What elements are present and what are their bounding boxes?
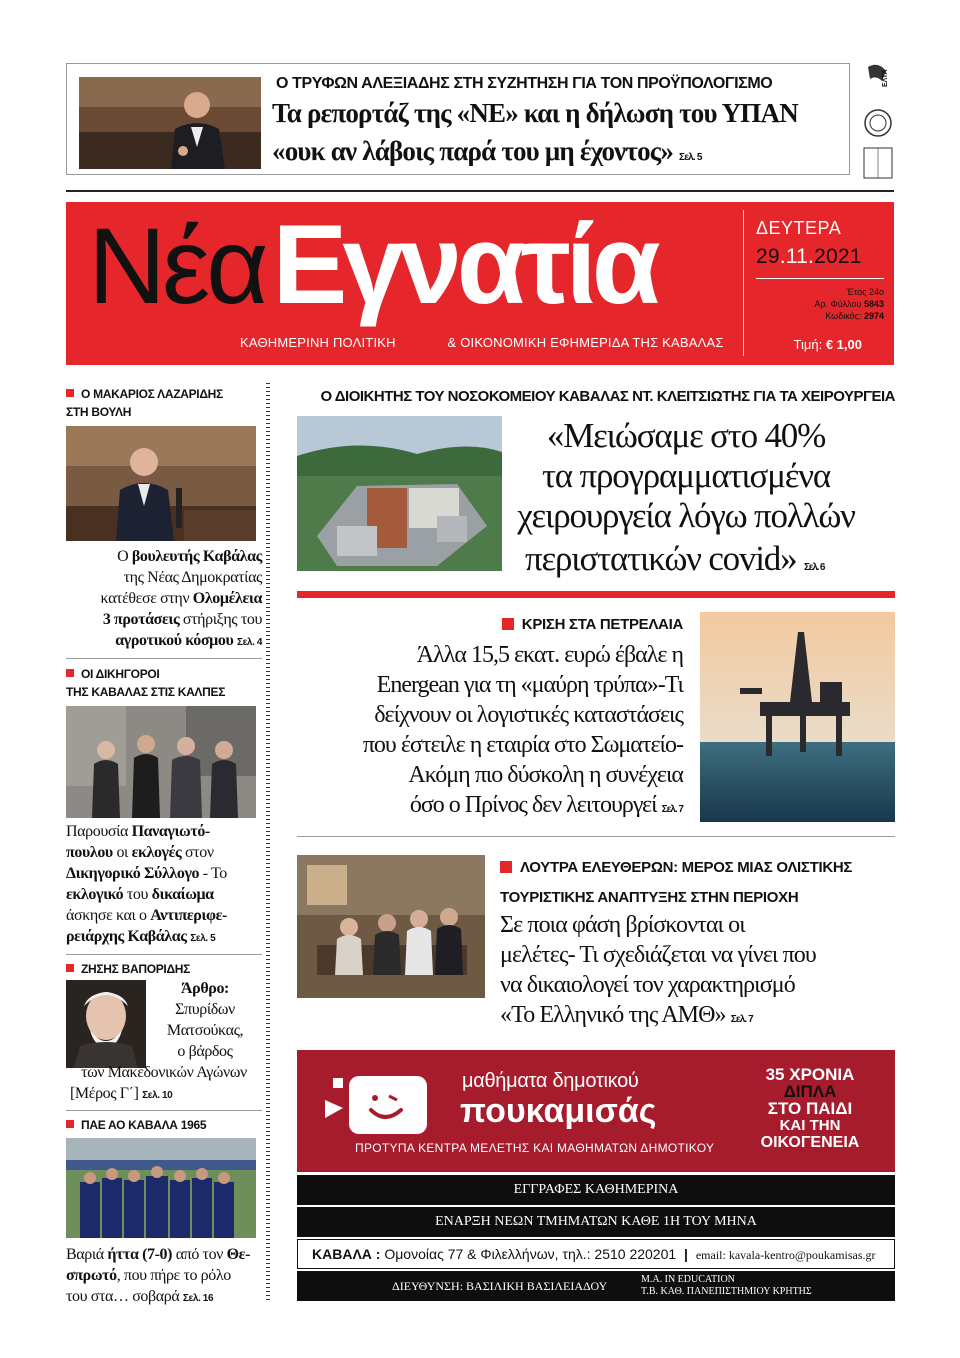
sidebar-kicker-1 — [66, 385, 262, 421]
kicker-line: Ο ΜΑΚΑΡΙΟΣ ΛΑΖΑΡΙΔΗΣ — [81, 387, 223, 401]
teaser-headline-1: Τα ρεπορτάζ της «ΝΕ» και η δήλωση του ΥΠΑΝ — [272, 98, 798, 128]
headline-line: να δικαιολογεί τον χαρακτηρισμό — [500, 972, 795, 998]
text-run: Ολομέλεια — [192, 590, 262, 607]
headline-line: Energean για τη «μαύρη τρύπα»-Τι — [376, 672, 683, 698]
text-run: 3 προτάσεις — [102, 611, 180, 628]
code-label: Κωδικός: — [825, 311, 862, 321]
page-ref: Σελ. 10 — [142, 1090, 173, 1101]
ad-logo-icon — [323, 1070, 433, 1140]
slogan-line: ΚΑΙ ΤΗΝ — [779, 1117, 841, 1134]
kicker-line: ΖΗΣΗΣ ΒΑΠΟΡΙΔΗΣ — [81, 962, 191, 976]
headline-line: χειρουργεία λόγω πολλών — [517, 496, 855, 535]
red-square-icon — [66, 389, 74, 397]
slogan-line: ΣΤΟ ΠΑΙΔΙ — [767, 1099, 853, 1118]
sidebar-text-1 — [66, 546, 262, 653]
kicker-line: ΠΑΕ ΑΟ ΚΑΒΑΛΑ 1965 — [81, 1118, 207, 1132]
price-row — [756, 337, 862, 352]
sidebar-text-3 — [150, 978, 260, 1062]
sidebar-rule — [66, 658, 262, 659]
headline-line: δείχνουν οι λογιστικές καταστάσεις — [374, 702, 683, 728]
ad-tagline: ΠΡΟΤΥΠΑ ΚΕΝΤΡΑ ΜΕΛΕΤΗΣ ΚΑΙ ΜΑΘΗΜΑΤΩΝ ΔΗΜΟΤΙΚΟΥ — [355, 1141, 715, 1155]
subtitle-right: & ΟΙΚΟΝΟΜΙΚΗ ΕΦΗΜΕΡΙΔΑ ΤΗΣ ΚΑΒΑΛΑΣ — [447, 335, 724, 350]
sidebar-rule — [66, 1110, 262, 1111]
text-run: Ο — [117, 548, 132, 565]
text-run: κατέθεσε στην — [100, 590, 193, 607]
headline-line: Ακόμη πιο δύσκολη η συνέχεια — [408, 762, 683, 788]
sidebar-kicker-4 — [66, 1116, 262, 1134]
elta-logo-icon — [862, 63, 894, 181]
story3-headline — [500, 910, 895, 1035]
issue-value: 5843 — [863, 299, 884, 309]
text-run: Σπυρίδων — [175, 1001, 235, 1018]
text-run: πουλου — [66, 844, 113, 861]
date-sep: . — [808, 245, 815, 268]
sidebar-text-3b — [66, 1062, 262, 1106]
page-ref: Σελ. 6 — [803, 562, 825, 573]
text-run: Άρθρο: — [181, 980, 229, 997]
text-run: σπρωτό — [66, 1267, 117, 1284]
masthead-date — [756, 245, 862, 269]
lead-headline-last — [525, 539, 824, 588]
kicker-line: ΟΙ ΔΙΚΗΓΟΡΟΙ — [81, 667, 160, 681]
degree-line: Τ.Β. ΚΑΘ. ΠΑΝΕΠΙΣΤΗΜΙΟΥ ΚΡΗΤΗΣ — [641, 1286, 812, 1297]
photo-oil-platform[interactable] — [700, 612, 895, 822]
masthead-title-bold: Εγνατία — [272, 202, 656, 327]
text-run: Βαριά — [66, 1246, 108, 1263]
photo-football-team[interactable] — [66, 1138, 256, 1238]
red-square-icon — [66, 964, 74, 972]
director-text: ΔΙΕΥΘΥΝΣΗ: ΒΑΣΙΛΙΚΗ ΒΑΣΙΛΕΙΑΔΟΥ — [392, 1279, 608, 1293]
slogan-line: 35 ΧΡΟΝΙΑ — [765, 1065, 855, 1084]
bar-text: ΕΓΓΡΑΦΕΣ ΚΑΘΗΜΕΡΙΝΑ — [513, 1182, 679, 1197]
text-run: αγροτικού κόσμου — [115, 632, 234, 649]
text-run: [Μέρος Γ΄] — [70, 1085, 139, 1102]
page-ref: Σελ. 5 — [190, 933, 216, 944]
slogan-line: ΟΙΚΟΓΕΝΕΙΑ — [760, 1134, 860, 1151]
sidebar-kicker-3 — [66, 960, 262, 978]
ad-brand: πουκαμισάς — [460, 1092, 657, 1130]
kicker-line: ΣΤΗ ΒΟΥΛΗ — [66, 405, 132, 419]
text-run: εκλογές — [131, 844, 182, 861]
red-square-icon — [66, 669, 74, 677]
teaser-kicker: Ο ΤΡΥΦΩΝ ΑΛΕΞΙΑΔΗΣ ΣΤΗ ΣΥΖΗΤΗΣΗ ΓΙΑ ΤΟΝ ΠΡΟΫΠΟΛΟΓΙΣΜΟ — [276, 75, 773, 92]
text-run: , που πήρε το ρόλο — [116, 1267, 231, 1284]
date-year: 2021 — [814, 245, 862, 268]
story2-headline — [297, 640, 683, 825]
sidebar-divider — [266, 383, 270, 1303]
contact-city: ΚΑΒΑΛΑ : — [312, 1246, 381, 1262]
text-run: δικαίωμα — [151, 886, 214, 903]
text-run: βουλευτής Καβάλας — [131, 548, 262, 565]
text-run: στον — [181, 844, 214, 861]
text-run: του στα… σοβαρά — [66, 1288, 180, 1305]
kicker-text: ΤΟΥΡΙΣΤΙΚΗΣ ΑΝΑΠΤΥΞΗΣ ΣΤΗΝ ΠΕΡΙΟΧΗ — [500, 889, 799, 906]
text-run: - Το — [199, 865, 227, 882]
page-ref: Σελ. 7 — [661, 804, 683, 815]
masthead-divider — [743, 210, 744, 356]
photo-meeting[interactable] — [297, 855, 485, 998]
teaser-photo — [79, 77, 261, 169]
text-run: εκλογικό — [66, 886, 124, 903]
red-square-icon — [502, 618, 514, 630]
story2-kicker — [297, 616, 683, 633]
headline-line: τα προγραμματισμένα — [541, 456, 831, 495]
red-square-icon — [500, 861, 512, 873]
headline-line: περιστατικών covid» — [525, 539, 797, 578]
story3-kicker — [500, 853, 895, 913]
masthead-title-thin: Νέα — [88, 205, 265, 326]
headline-line: «Το Ελληνικό της ΑΜΘ» — [500, 1002, 726, 1028]
teaser-page-ref: Σελ. 5 — [679, 152, 702, 163]
headline-line: Άλλα 15,5 εκατ. ευρώ έβαλε η — [416, 642, 683, 668]
page-ref: Σελ. 16 — [182, 1293, 214, 1304]
photo-vaporidis[interactable] — [66, 980, 146, 1068]
text-run: άσκησε και ο — [66, 907, 151, 924]
date-month: 11 — [785, 245, 809, 268]
ad-bar-enrollment — [297, 1175, 895, 1205]
masthead-meta — [756, 286, 884, 322]
lead-rule — [297, 591, 895, 598]
text-run: ο βάρδος — [177, 1043, 233, 1060]
text-run: της Νέας Δημοκρατίας — [123, 569, 262, 586]
post-stamp-block — [862, 63, 894, 181]
sidebar-text-2 — [66, 821, 262, 949]
price-label: Τιμή: — [793, 337, 823, 352]
contact-address: Ομονοίας 77 & Φιλελλήνων, τηλ.: 2510 220201 — [384, 1246, 677, 1262]
text-run: Αντιπεριφε- — [150, 907, 227, 924]
subtitle-left: ΚΑΘΗΜΕΡΙΝΗ ΠΟΛΙΤΙΚΗ — [240, 335, 396, 350]
ad-bar-new-classes — [297, 1207, 895, 1237]
sidebar-rule — [66, 954, 262, 955]
kicker-line: ΤΗΣ ΚΑΒΑΛΑΣ ΣΤΙΣ ΚΑΛΠΕΣ — [66, 685, 226, 699]
sidebar-text-4 — [66, 1244, 262, 1309]
headline-line: όσο ο Πρίνος δεν λειτουργεί — [409, 792, 657, 818]
headline-line: μελέτες- Τι σχεδιάζεται να γίνει που — [500, 942, 816, 968]
slogan-line: ΔΙΠΛΑ — [783, 1082, 837, 1101]
contact-email[interactable]: email: kavala-kentro@poukamisas.gr — [695, 1248, 876, 1262]
lead-headline — [505, 416, 867, 536]
date-sep: . — [779, 245, 786, 268]
masthead-title — [88, 200, 656, 329]
text-run: ρειάρχης Καβάλας — [66, 928, 187, 945]
issue-row — [756, 298, 884, 310]
sidebar-kicker-2 — [66, 665, 262, 701]
text-run: Θε- — [226, 1246, 251, 1263]
headline-line: «Μειώσαμε στο 40% — [546, 416, 826, 455]
issue-label: Αρ. Φύλλου — [814, 299, 862, 309]
masthead-subtitle — [240, 335, 724, 350]
contact-sep: | — [684, 1246, 688, 1262]
degree-line: M.A. IN EDUCATION — [641, 1274, 735, 1285]
ad-contact-row — [297, 1239, 895, 1269]
top-rule — [66, 190, 894, 192]
story2-rule — [297, 836, 895, 837]
bar-text: ΕΝΑΡΞΗ ΝΕΩΝ ΤΜΗΜΑΤΩΝ ΚΑΘΕ 1Η ΤΟΥ ΜΗΝΑ — [435, 1214, 757, 1229]
headline-line: Σε ποια φάση βρίσκονται οι — [500, 912, 745, 938]
photo-lazaridis[interactable] — [66, 426, 256, 541]
lead-kicker: Ο ΔΙΟΙΚΗΤΗΣ ΤΟΥ ΝΟΣΟΚΟΜΕΙΟΥ ΚΑΒΑΛΑΣ ΝΤ. ΚΛΕΙΤΣΙΩΤΗΣ ΓΙΑ ΤΑ ΧΕΙΡΟΥΡΓΕΙΑ — [320, 388, 895, 405]
code-value: 2974 — [863, 311, 884, 321]
kicker-text: ΚΡΙΣΗ ΣΤΑ ΠΕΤΡΕΛΑΙΑ — [521, 616, 683, 633]
kicker-text: ΛΟΥΤΡΑ ΕΛΕΥΘΕΡΩΝ: ΜΕΡΟΣ ΜΙΑΣ ΟΛΙΣΤΙΚΗΣ — [520, 859, 853, 876]
text-run: Παρουσία — [66, 823, 132, 840]
text-run: ήττα (7-0) — [107, 1246, 173, 1263]
teaser-headline-2: «ουκ αν λάβοις παρά του μη έχοντος» — [272, 136, 674, 166]
year-label: Έτος 24ο — [846, 287, 884, 297]
text-run: Δικηγορικό Σύλλογο — [66, 865, 200, 882]
text-run: των Μακεδονικών Αγώνων — [81, 1064, 247, 1081]
masthead-day: ΔΕΥΤΕΡΑ — [756, 218, 842, 238]
ad-right-slogan — [740, 1066, 880, 1151]
ad-small-text: μαθήματα δημοτικού — [462, 1070, 639, 1092]
price-value: € 1,00 — [825, 337, 862, 352]
text-run: οι — [112, 844, 132, 861]
text-run: του — [123, 886, 152, 903]
date-day: 29 — [756, 245, 780, 268]
headline-line: που έστειλε η εταιρία στο Σωματείο- — [362, 732, 683, 758]
text-run: στήριξης του — [179, 611, 262, 628]
teaser-headline-2-row — [272, 136, 702, 167]
text-run: Παναγιωτό- — [131, 823, 210, 840]
text-run: Ματσούκας, — [166, 1022, 244, 1039]
text-run: από τον — [172, 1246, 227, 1263]
photo-lawyers[interactable] — [66, 706, 256, 818]
page-ref: Σελ. 4 — [236, 637, 262, 648]
page-ref: Σελ. 7 — [730, 1014, 753, 1025]
red-square-icon — [66, 1120, 74, 1128]
photo-hospital[interactable] — [297, 416, 502, 571]
elta-label: ΕΛΤΑ — [882, 69, 889, 87]
code-row — [756, 310, 884, 322]
masthead-rule — [756, 278, 884, 279]
ad-bar-director — [297, 1271, 895, 1301]
